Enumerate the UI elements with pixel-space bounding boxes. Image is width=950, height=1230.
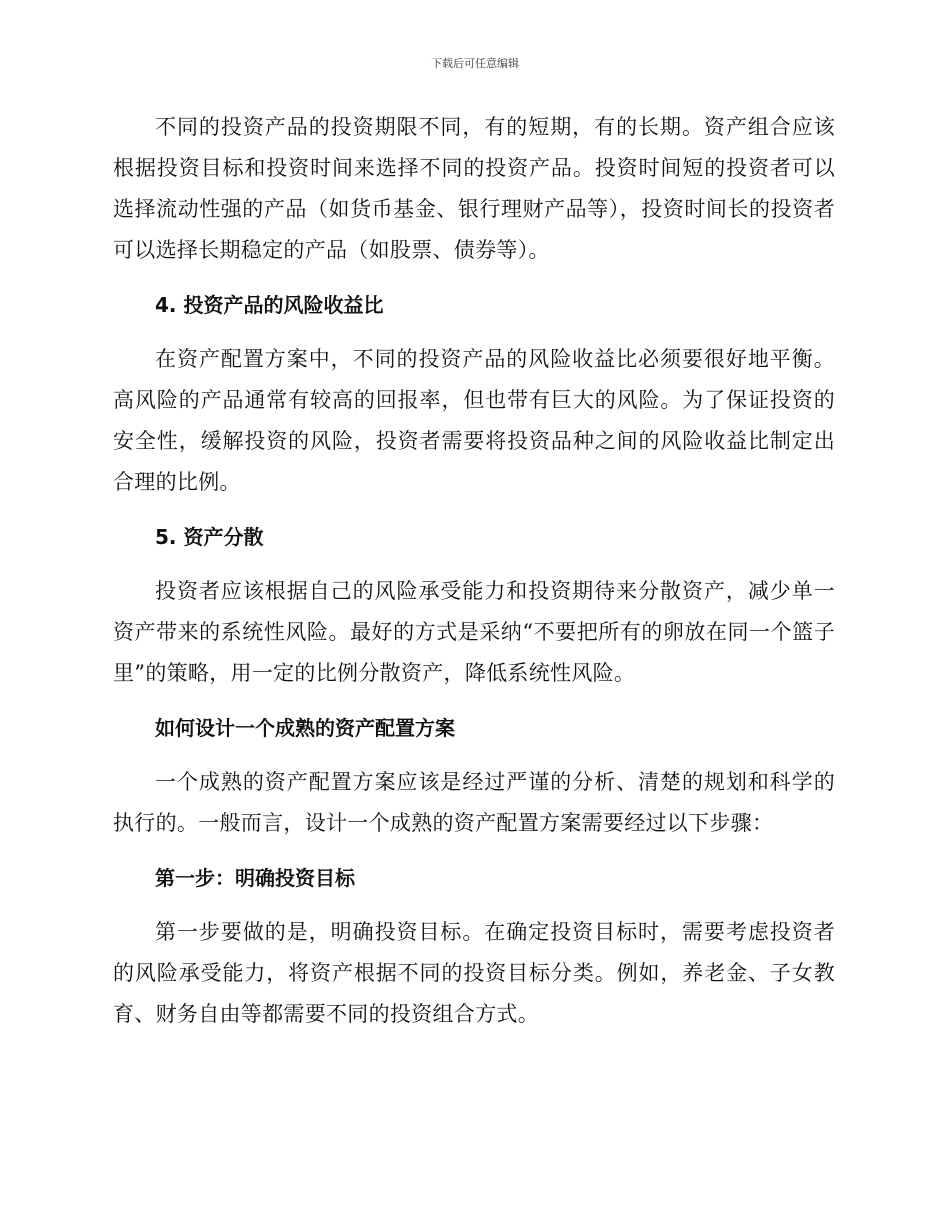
paragraph-design-plan: 一个成熟的资产配置方案应该是经过严谨的分析、清楚的规划和科学的执行的。一般而言，设计一个成熟的资产配置方案需要经过以下步骤： — [113, 770, 835, 835]
document-body — [113, 107, 835, 1035]
heading-asset-diversification: 5. 资产分散 — [155, 525, 264, 549]
paragraph-risk-return-ratio: 在资产配置方案中，不同的投资产品的风险收益比必须要很好地平衡。高风险的产品通常有较高的回报率，但也带有巨大的风险。为了保证投资的安全性，缓解投资的风险，投资者需要将投资品种之间的风险收益比制定出合理的比例。 — [113, 347, 835, 494]
heading-risk-return-ratio: 4. 投资产品的风险收益比 — [155, 293, 384, 317]
paragraph-step-one: 第一步要做的是，明确投资目标。在确定投资目标时，需要考虑投资者的风险承受能力，将资产根据不同的投资目标分类。例如，养老金、子女教育、财务自由等都需要不同的投资组合方式。 — [113, 920, 835, 1026]
paragraph-asset-diversification: 投资者应该根据自己的风险承受能力和投资期待来分散资产，减少单一资产带来的系统性风险。最好的方式是采纳“不要把所有的卵放在同一个篮子里”的策略，用一定的比例分散资产，降低系统性风险。 — [113, 579, 835, 685]
heading-design-plan: 如何设计一个成熟的资产配置方案 — [155, 716, 455, 740]
heading-step-one: 第一步：明确投资目标 — [155, 866, 355, 890]
paragraph-investment-period: 不同的投资产品的投资期限不同，有的短期，有的长期。资产组合应该根据投资目标和投资时间来选择不同的投资产品。投资时间短的投资者可以选择流动性强的产品（如货币基金、银行理财产品等），投资时间长的投资者可以选择长期稳定的产品（如股票、债券等）。 — [113, 115, 835, 262]
page-header: 下载后可任意编辑 — [431, 57, 519, 70]
